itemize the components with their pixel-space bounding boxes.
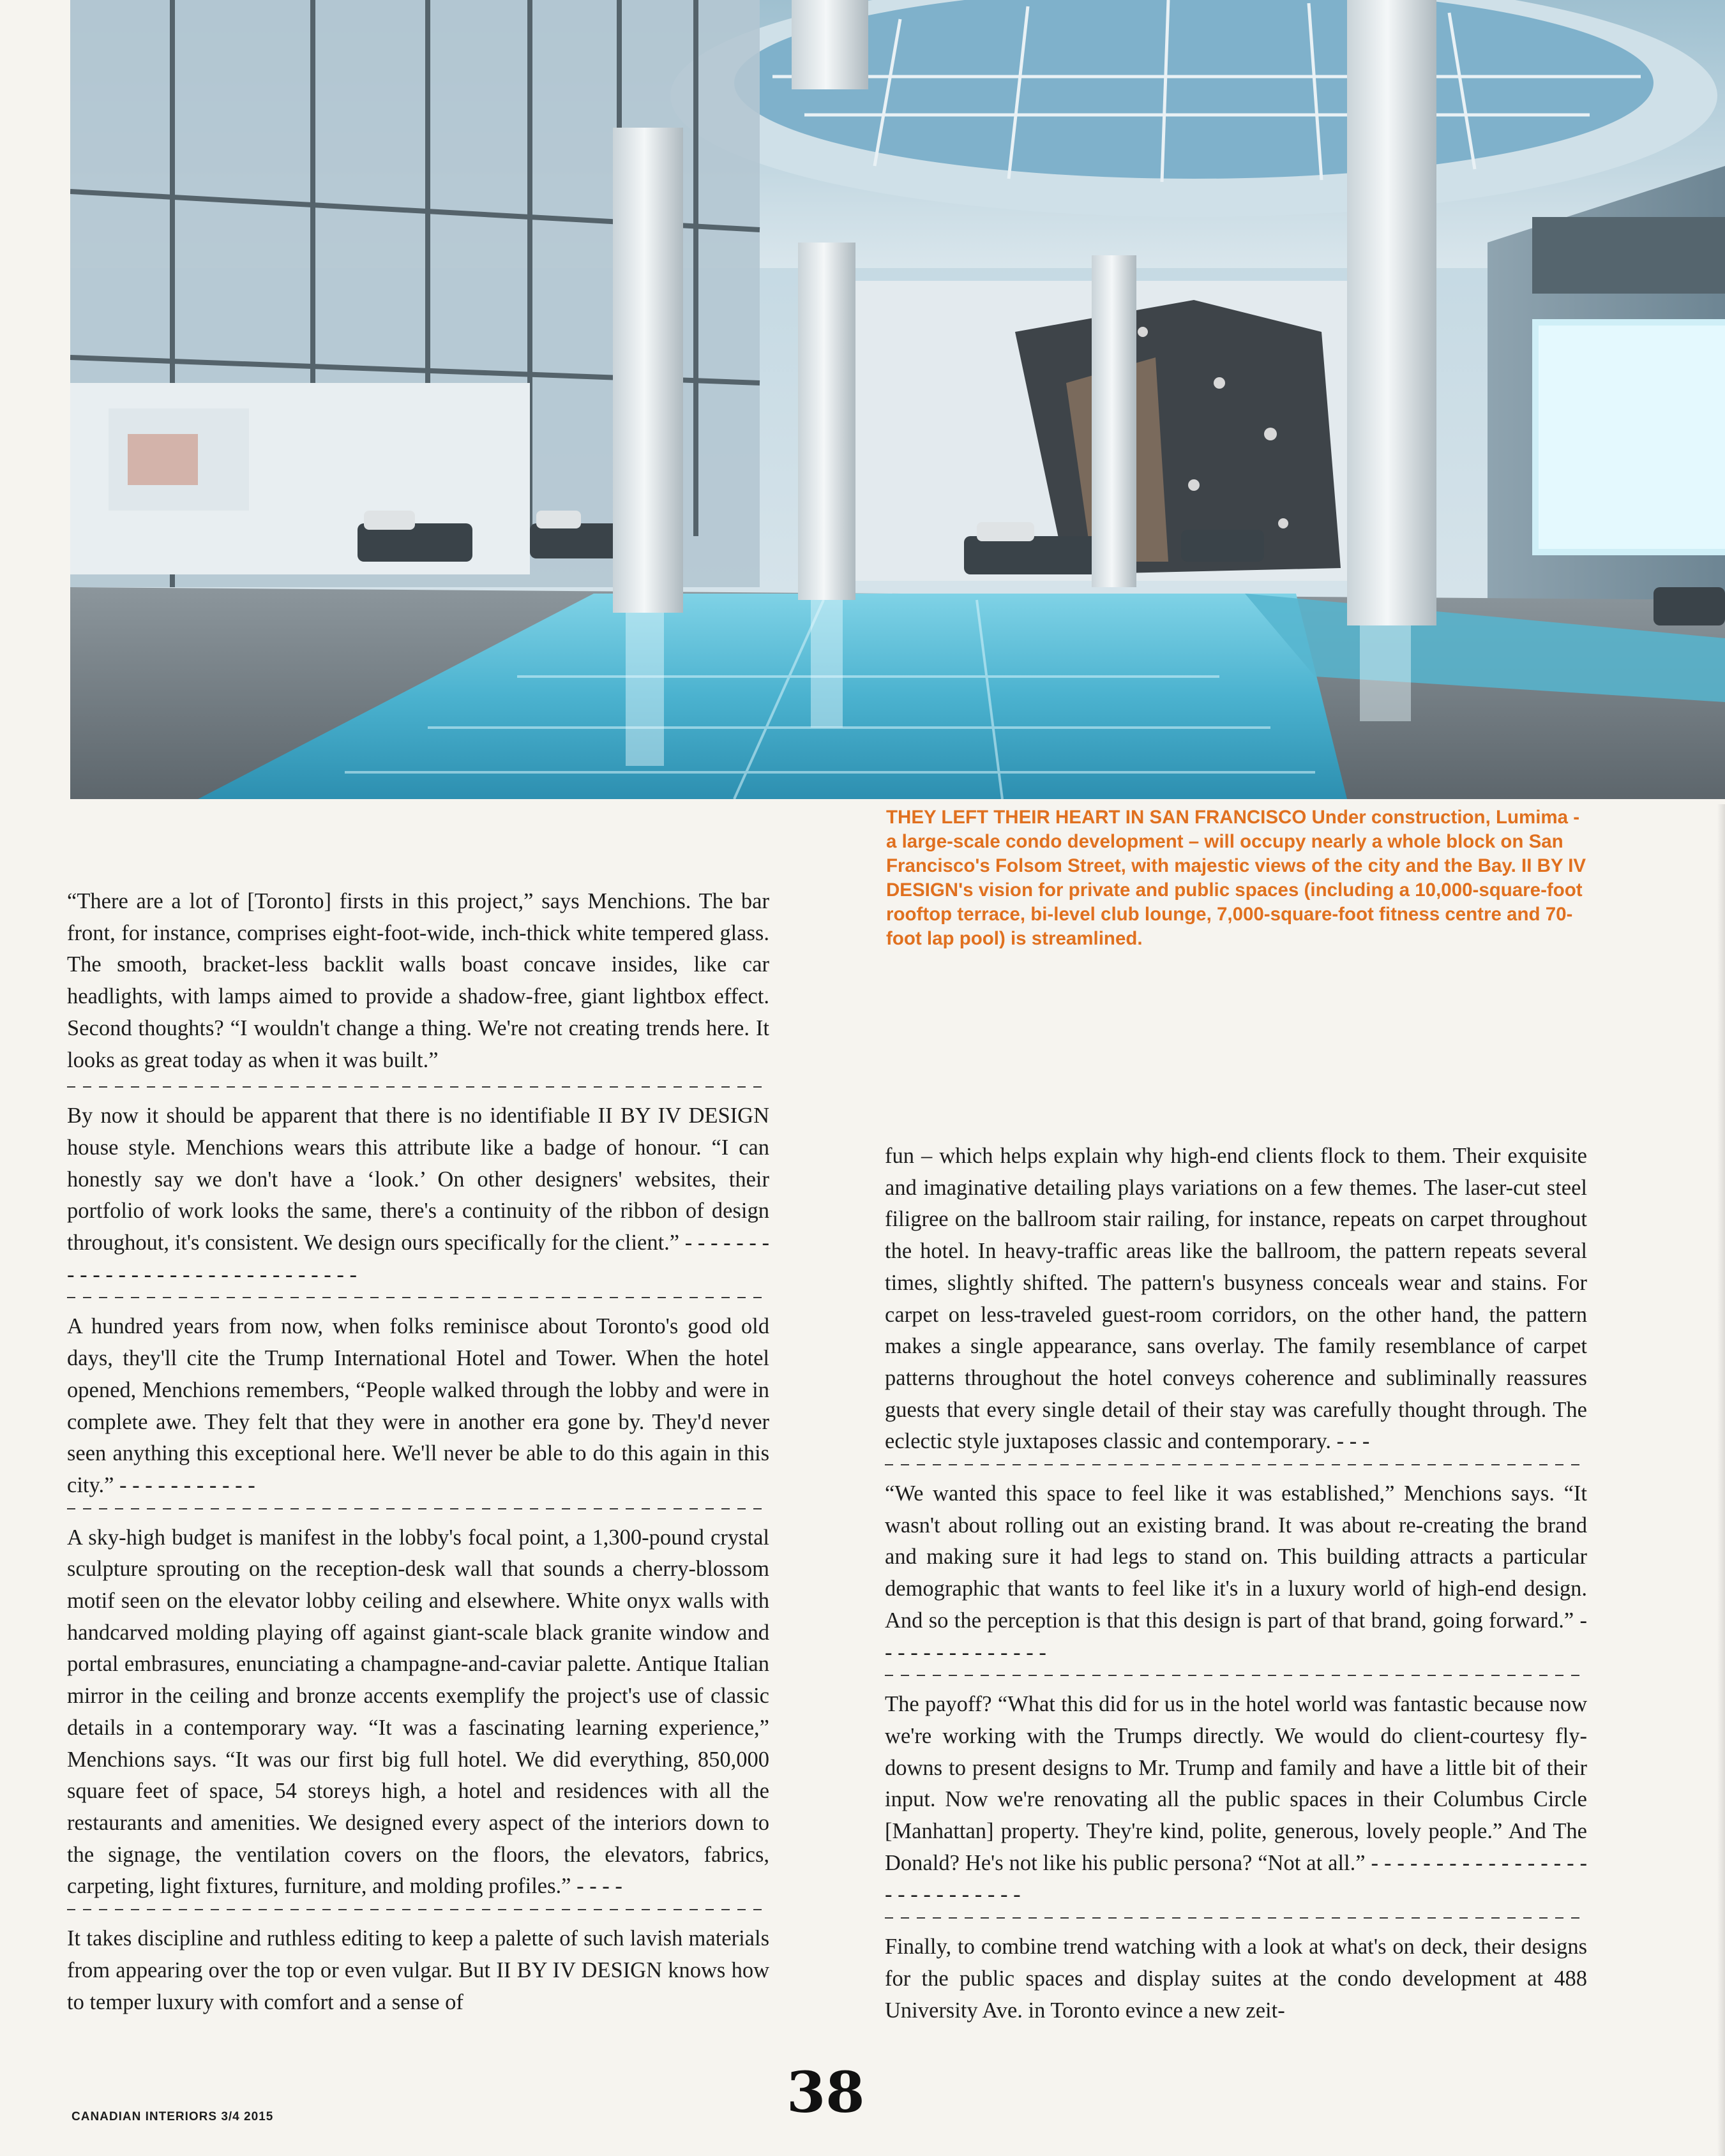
article-paragraph: The payoff? “What this did for us in the hotel world was fantastic because now we're working with the Trumps directly. We would do client-courtesy fly-downs to present designs to Mr. Trump and family and have a little bit of their input. Now we're renovating all the public spaces in their Columbus Circle [Manhattan] property. They're kind, polite, generous, lovely people.” And The Donald? He's not like his public persona? “Not at all.” - - - - - - - - - - - - - - - - - - - - - - - - - - - - [885,1692,1587,1907]
dashed-divider [67,1502,769,1516]
article-paragraph: “We wanted this space to feel like it was established,” Menchions says. “It wasn't about rolling out an existing brand. It was about re-creating the brand and making sure it had legs to stand on. This building attracts a particular demographic that wants to feel like it's in a luxury world of high-end design. And so the perception is that this design is part of that brand, going forward.” - - - - - - - - - - - - - - [885,1481,1587,1665]
article-paragraph: “There are a lot of [Toronto] firsts in this project,” says Menchions. The bar front, for instance, comprises eight-foot-wide, inch-thick white tempered glass. The smooth, bracket-less backlit walls boast concave insides, like car headlights, with lamps aimed to provide a shadow-free, giant lightbox effect. Second thoughts? “I wouldn't change a thing. We're not creating trends here. It looks as great today as when it was built.” [67,889,769,1072]
article-paragraph: fun – which helps explain why high-end clients flock to them. Their exquisite and imaginative detailing plays variations on a few themes. The laser-cut steel filigree on the ballroom stair railing, for instance, repeats on carpet throughout the hotel. In heavy-traffic areas like the ballroom, the pattern repeats several times, slightly shifted. The pattern's busyness conceals wear and stains. For carpet on less-traveled guest-room corridors, on the other hand, the pattern makes a single appearance, sans overlay. The family resemblance of carpet patterns throughout the hotel conveys coherence and subliminally reassures guests that every single detail of their stay was carefully thought through. The eclectic style juxtaposes classic and contemporary. - - - [885,1144,1587,1454]
article-paragraph: A sky-high budget is manifest in the lobby's focal point, a 1,300-pound crystal sculpture sprouting on the reception-desk wall that sounds a cherry-blossom motif seen on the elevator lobby ceiling and elsewhere. White onyx walls with handcarved molding playing off against giant-scale black granite window and portal embrasures, enunciating a champagne-and-caviar palette. Antique Italian mirror in the ceiling and bronze accents exemplify the project's use of classic details in a contemporary way. “It was a fascinating learning experience,” Menchions says. “It was our first big full hotel. We did everything, 850,000 square feet of space, 54 storeys high, a hotel and residences with all the restaurants and amenities. We designed every aspect of the interiors down to the signage, the ventilation covers on the floors, the elevators, fabrics, carpeting, light fixtures, furniture, and molding profiles.” - - - - [67,1525,769,1899]
article-column-right [885,1141,1587,2026]
pool-photo-icon [70,0,1725,799]
dashed-divider [885,1911,1587,1925]
article-paragraph: By now it should be apparent that there is no identifiable II BY IV DESIGN house style. Menchions wears this attribute like a badge of honour. “I can honestly say we don't have a ‘look.’ On other designers' websites, their portfolio of work looks the same, there's a continuity of the ribbon of design throughout, it's consistent. We design ours specifically for the client.” - - - - - - - - - - - - - - - - - - - - - - - - - - - - - - [67,1104,769,1287]
article-column-left [67,886,769,2018]
page-edge-shadow [1717,804,1725,2156]
article-paragraph: A hundred years from now, when folks reminisce about Toronto's good old days, they'll cite the Trump International Hotel and Tower. When the hotel opened, Menchions remembers, “People walked through the lobby and were in complete awe. They felt that they were in another era gone by. They'd never seen anything this exceptional here. We'll never be able to do this again in this city.” - - - - - - - - - - - [67,1314,769,1497]
dashed-divider [885,1668,1587,1682]
dashed-divider [67,1903,769,1917]
article-paragraph: It takes discipline and ruthless editing to keep a palette of such lavish materials from appearing over the top or even vulgar. But II BY IV DESIGN knows how to temper luxury with comfort and a sense of [67,1926,769,2014]
article-paragraph: Finally, to combine trend watching with a look at what's on deck, their designs for the public spaces and display suites at the condo development at 488 University Ave. in Toronto evince a new zeit- [885,1935,1587,2023]
dashed-divider [885,1458,1587,1472]
dashed-divider [67,1291,769,1305]
page-number: 38 [787,2059,865,2125]
photo-caption: THEY LEFT THEIR HEART IN SAN FRANCISCO Under construction, Lumima - a large-scale condo development – will occupy nearly a whole block on San Francisco's Folsom Street, with majestic views of the city and the Bay. II BY IV DESIGN's vision for private and public spaces (including a 10,000-square-foot rooftop terrace, bi-level club lounge, 7,000-square-foot fitness centre and 70-foot lap pool) is streamlined. [886,807,1586,949]
dashed-divider [67,1080,769,1094]
pool-photo [70,0,1725,799]
magazine-footer: CANADIAN INTERIORS 3/4 2015 [72,2110,274,2123]
